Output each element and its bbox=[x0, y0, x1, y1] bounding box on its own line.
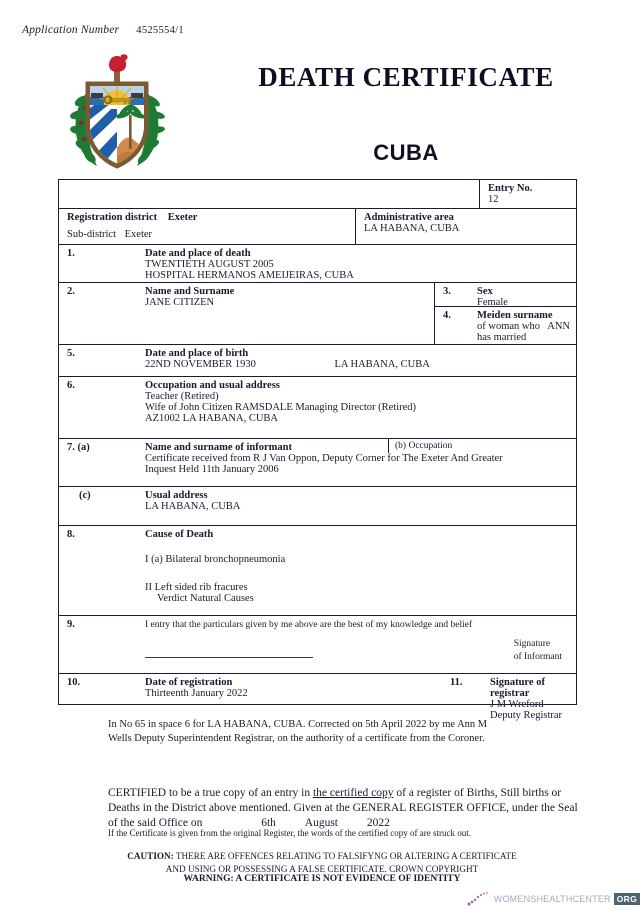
informant-name-label: Name and surname of informant bbox=[145, 442, 292, 453]
maiden-surname-sub1: of woman who bbox=[477, 321, 540, 332]
name-surname-label: Name and Surname bbox=[145, 286, 235, 297]
page-title: DEATH CERTIFICATE bbox=[258, 62, 554, 92]
administrative-area-label: Administrative area bbox=[364, 212, 454, 223]
place-of-death-value: HOSPITAL HERMANOS AMEIJEIRAS, CUBA bbox=[145, 270, 354, 281]
row-number-8: 8. bbox=[67, 529, 75, 540]
date-of-registration-label: Date of registration bbox=[145, 677, 233, 688]
certified-copy-underlined: the certified copy bbox=[312, 787, 394, 799]
registrar-signature-cell bbox=[434, 674, 576, 721]
row-number-9: 9. bbox=[67, 619, 75, 630]
cause-of-death-line-3: Verdict Natural Causes bbox=[157, 593, 254, 604]
watermark-org-badge: ORG bbox=[614, 893, 640, 905]
informant-usual-address-label: Usual address bbox=[145, 490, 208, 501]
watermark-dots-icon bbox=[467, 891, 493, 907]
application-number-label: Application Number bbox=[22, 24, 120, 36]
sex-maiden-column bbox=[434, 283, 576, 344]
registration-signature-row bbox=[59, 674, 576, 721]
application-number bbox=[22, 24, 184, 36]
seal-date-month: August bbox=[304, 817, 339, 829]
document-header bbox=[0, 50, 644, 175]
informant-signature-line[interactable] bbox=[145, 657, 313, 658]
caution-line-1: THERE ARE OFFENCES RELATING TO FALSIFYNG OR ALTERING A CERTIFICATE bbox=[173, 851, 517, 861]
registration-district-row bbox=[59, 209, 576, 245]
registrar-signature-value: J M Wreford Deputy Registrar bbox=[490, 699, 563, 721]
informant-usual-address-row bbox=[59, 487, 576, 526]
occupation-line-2: Wife of John Citizen RAMSDALE Managing Director (Retired) bbox=[145, 402, 417, 413]
usual-address-line: AZ1002 LA HABANA, CUBA bbox=[145, 413, 279, 424]
registration-district-value: Exeter bbox=[167, 212, 198, 223]
row-number-11: 11. bbox=[450, 677, 463, 688]
name-surname-cell bbox=[59, 283, 434, 344]
watermark-text: WOMENSHEALTHCENTER bbox=[493, 894, 611, 904]
row-number-7c: (c) bbox=[79, 490, 91, 501]
cuba-coat-of-arms-icon bbox=[63, 53, 171, 173]
informant-line-1: Certificate received from R J Van Oppon, Deputy Corner for The Exeter And Greater bbox=[145, 453, 503, 464]
occupation-divider bbox=[388, 439, 389, 453]
informant-line-2: Inquest Held 11th January 2006 bbox=[145, 464, 279, 475]
row-number-2: 2. bbox=[67, 286, 75, 297]
sex-value: Female bbox=[477, 297, 508, 308]
entry-number-value: 12 bbox=[488, 194, 499, 205]
entry-number-row bbox=[59, 180, 576, 209]
cause-of-death-line-1: I (a) Bilateral bronchopneumonia bbox=[145, 554, 286, 565]
certification-part-1: CERTIFIED to be a true copy of an entry in bbox=[108, 787, 313, 799]
cause-of-death-row bbox=[59, 526, 576, 616]
maiden-surname-cell bbox=[435, 307, 576, 344]
row-number-4: 4. bbox=[443, 310, 451, 321]
maiden-surname-sub2: has married bbox=[477, 332, 527, 343]
declaration-text: I entry that the particulars given by me above are the best of my knowledge and belief bbox=[145, 620, 473, 630]
fineprint-note: If the Certificate is given from the original Register, the words of the certified copy of are struck out. bbox=[108, 828, 472, 838]
registration-district-label: Registration district bbox=[67, 212, 158, 223]
seal-date-day: 6th bbox=[261, 817, 276, 829]
row-number-1: 1. bbox=[67, 248, 75, 259]
caution-block bbox=[0, 850, 644, 875]
caution-prefix: CAUTION: bbox=[127, 851, 174, 861]
informant-usual-address-value: LA HABANA, CUBA bbox=[145, 501, 241, 512]
informant-signature-label bbox=[514, 638, 562, 664]
date-of-birth-value: 22ND NOVEMBER 1930 bbox=[145, 359, 256, 370]
cause-of-death-line-2: II Left sided rib fracures bbox=[145, 582, 248, 593]
certification-part-2: of a register of Births, Still births or Deaths in the District above mentioned. Given at the GENERAL REGISTER OFFICE, under the Seal of the said Office on bbox=[108, 787, 578, 829]
certification-paragraph bbox=[108, 786, 578, 831]
row-number-6: 6. bbox=[67, 380, 75, 391]
informant-row bbox=[59, 439, 576, 487]
caution-line-2: AND USING OR POSSESSING A FALSE CERTIFICATE. CROWN COPYRIGHT bbox=[165, 863, 479, 874]
watermark bbox=[467, 891, 640, 907]
sub-district-value: Exeter bbox=[124, 229, 153, 240]
name-surname-value: JANE CITIZEN bbox=[145, 297, 215, 308]
administrative-area-value: LA HABANA, CUBA bbox=[364, 223, 460, 234]
date-of-registration-cell bbox=[59, 674, 434, 704]
administrative-area-cell bbox=[355, 209, 576, 244]
place-of-birth-value: LA HABANA, CUBA bbox=[334, 359, 430, 370]
warning-text: WARNING: A CERTIFICATE IS NOT EVIDENCE OF IDENTITY bbox=[183, 874, 461, 884]
sub-district-label: Sub-district bbox=[67, 229, 116, 240]
row-number-7a: 7. (a) bbox=[67, 442, 90, 453]
name-sex-maiden-row bbox=[59, 283, 576, 345]
cause-of-death-label: Cause of Death bbox=[145, 529, 214, 540]
date-place-of-death-row bbox=[59, 245, 576, 283]
registrar-signature-label: Signature of registrar bbox=[490, 677, 545, 699]
date-of-death-value: TWENTIETH AUGUST 2005 bbox=[145, 259, 274, 270]
maiden-surname-label: Meiden surname bbox=[477, 310, 553, 321]
occupation-address-row bbox=[59, 377, 576, 439]
entry-number-label: Entry No. bbox=[488, 183, 533, 194]
correction-note bbox=[108, 718, 568, 746]
sub-district bbox=[67, 229, 152, 240]
correction-line-1: In No 65 in space 6 for LA HABANA, CUBA. Corrected on 5th April 2022 by me Ann M bbox=[108, 719, 488, 730]
country-name: CUBA bbox=[373, 140, 439, 165]
signature-label-line-2: of Informant bbox=[513, 652, 562, 662]
row-number-3: 3. bbox=[443, 286, 451, 297]
application-number-value: 4525554/1 bbox=[136, 25, 184, 36]
seal-date-year: 2022 bbox=[366, 817, 390, 829]
informant-declaration-row bbox=[59, 616, 576, 674]
row-number-10: 10. bbox=[67, 677, 81, 688]
certificate-table bbox=[58, 179, 577, 721]
entry-number-cell bbox=[479, 180, 576, 208]
sex-label: Sex bbox=[477, 286, 493, 297]
row-number-5: 5. bbox=[67, 348, 75, 359]
date-of-registration-value: Thirteenth January 2022 bbox=[145, 688, 248, 699]
correction-line-2: Wells Deputy Superintendent Registrar, on the authority of a certificate from the Coroner. bbox=[108, 733, 485, 744]
date-place-of-death-label: Date and place of death bbox=[145, 248, 251, 259]
occupation-line-1: Teacher (Retired) bbox=[145, 391, 219, 402]
sex-cell bbox=[435, 283, 576, 307]
date-place-of-birth-label: Date and place of birth bbox=[145, 348, 249, 359]
date-place-of-birth-row bbox=[59, 345, 576, 377]
signature-label-line-1: Signature bbox=[513, 639, 551, 649]
informant-occupation-label: (b) Occupation bbox=[395, 441, 453, 451]
registration-district bbox=[67, 212, 197, 223]
occupation-address-label: Occupation and usual address bbox=[145, 380, 280, 391]
maiden-surname-value: ANN bbox=[547, 321, 570, 332]
